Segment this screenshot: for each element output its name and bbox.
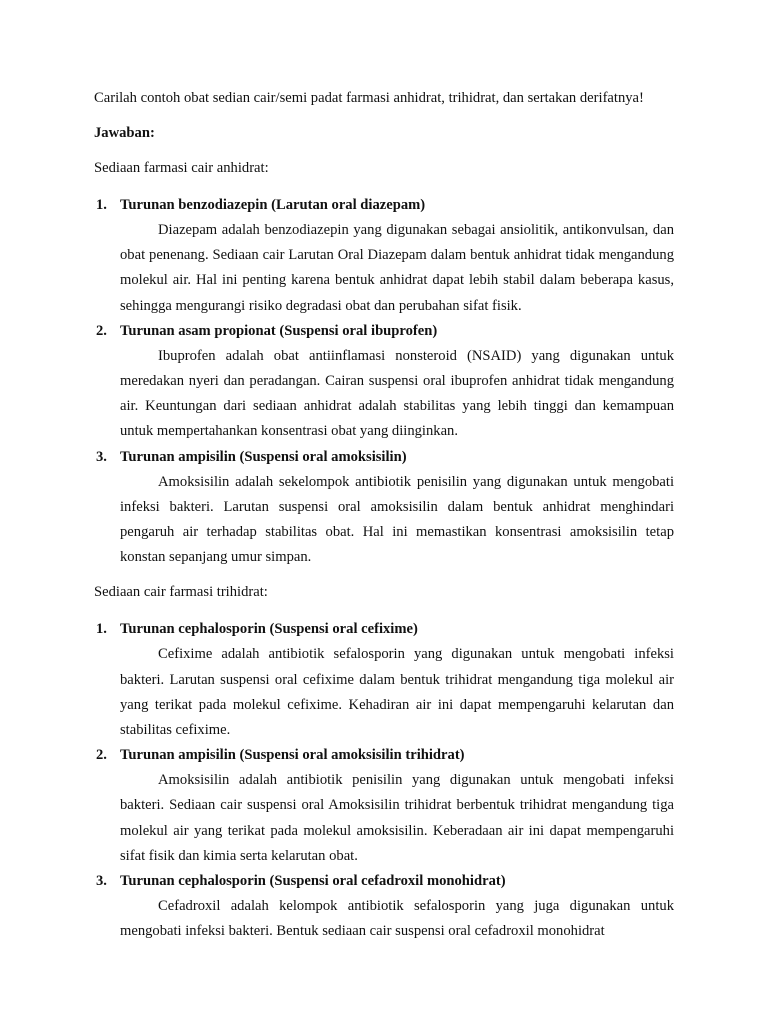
item-body: Cefadroxil adalah kelompok antibiotik sefalosporin yang juga digunakan untuk mengobati infeksi bakteri. Bentuk sediaan cair suspensi oral cefadroxil monohidrat	[120, 898, 674, 940]
item-number: 2.	[96, 747, 107, 764]
list-trihidrat	[94, 617, 674, 944]
question-text: Carilah contoh obat sedian cair/semi padat farmasi anhidrat, trihidrat, dan sertakan derifatnya!	[94, 90, 644, 106]
item-number: 1.	[96, 621, 107, 638]
item-number: 1.	[96, 197, 107, 213]
answer-label: Jawaban:	[94, 125, 155, 141]
list-item	[94, 193, 674, 319]
list-item	[94, 743, 674, 869]
list-item	[94, 319, 674, 445]
item-number: 3.	[96, 873, 107, 890]
item-number: 3.	[96, 448, 107, 465]
list-item	[94, 617, 674, 743]
item-title: Turunan cephalosporin (Suspensi oral cefadroxil monohidrat)	[120, 873, 506, 890]
item-body: Cefixime adalah antibiotik sefalosporin yang digunakan untuk mengobati infeksi bakteri. Larutan suspensi oral cefixime dalam bentuk trihidrat mengandung tiga molekul air yang terikat pada molekul cefixime. Kehadiran air ini dapat mempengaruhi kelarutan dan stabilitas cefixime.	[120, 646, 674, 739]
list-item	[94, 445, 674, 571]
item-number: 2.	[96, 322, 107, 339]
item-title: Turunan ampisilin (Suspensi oral amoksisilin trihidrat)	[120, 747, 465, 764]
document-page	[94, 86, 674, 954]
list-anhidrat	[94, 193, 674, 570]
item-body: Diazepam adalah benzodiazepin yang digunakan sebagai ansiolitik, antikonvulsan, dan obat penenang. Sediaan cair Larutan Oral Diazepam dalam bentuk anhidrat tidak mengandung molekul air. Hal ini penting karena bentuk anhidrat dapat lebih stabil dalam beberapa kasus, sehingga mengurangi risiko degradasi obat dan perubahan sifat fisik.	[120, 222, 674, 314]
item-title: Turunan asam propionat (Suspensi oral ibuprofen)	[120, 322, 438, 339]
section-heading-anhidrat: Sediaan farmasi cair anhidrat:	[94, 160, 269, 176]
section-heading-trihidrat: Sediaan cair farmasi trihidrat:	[94, 584, 268, 601]
item-title: Turunan ampisilin (Suspensi oral amoksisilin)	[120, 448, 407, 465]
item-body: Amoksisilin adalah sekelompok antibiotik penisilin yang digunakan untuk mengobati infeksi bakteri. Larutan suspensi oral amoksisilin dalam bentuk anhidrat menghindari pengaruh air terhadap stabilitas obat. Hal ini memastikan konsentrasi amoksisilin tetap konstan sepanjang umur simpan.	[120, 473, 674, 566]
list-item	[94, 869, 674, 944]
item-title: Turunan benzodiazepin (Larutan oral diazepam)	[120, 197, 426, 213]
item-body: Ibuprofen adalah obat antiinflamasi nonsteroid (NSAID) yang digunakan untuk meredakan nyeri dan peradangan. Cairan suspensi oral ibuprofen anhidrat tidak mengandung air. Keuntungan dari sediaan anhidrat adalah stabilitas yang lebih tinggi dan kemampuan untuk mempertahankan konsentrasi obat yang diinginkan.	[120, 347, 674, 440]
item-body: Amoksisilin adalah antibiotik penisilin yang digunakan untuk mengobati infeksi bakteri. Sediaan cair suspensi oral Amoksisilin trihidrat berbentuk trihidrat mengandung tiga molekul air yang terikat pada molekul amoksisilin. Keberadaan air ini dapat mempengaruhi sifat fisik dan kimia serta kelarutan obat.	[120, 772, 674, 864]
item-title: Turunan cephalosporin (Suspensi oral cefixime)	[120, 621, 418, 638]
